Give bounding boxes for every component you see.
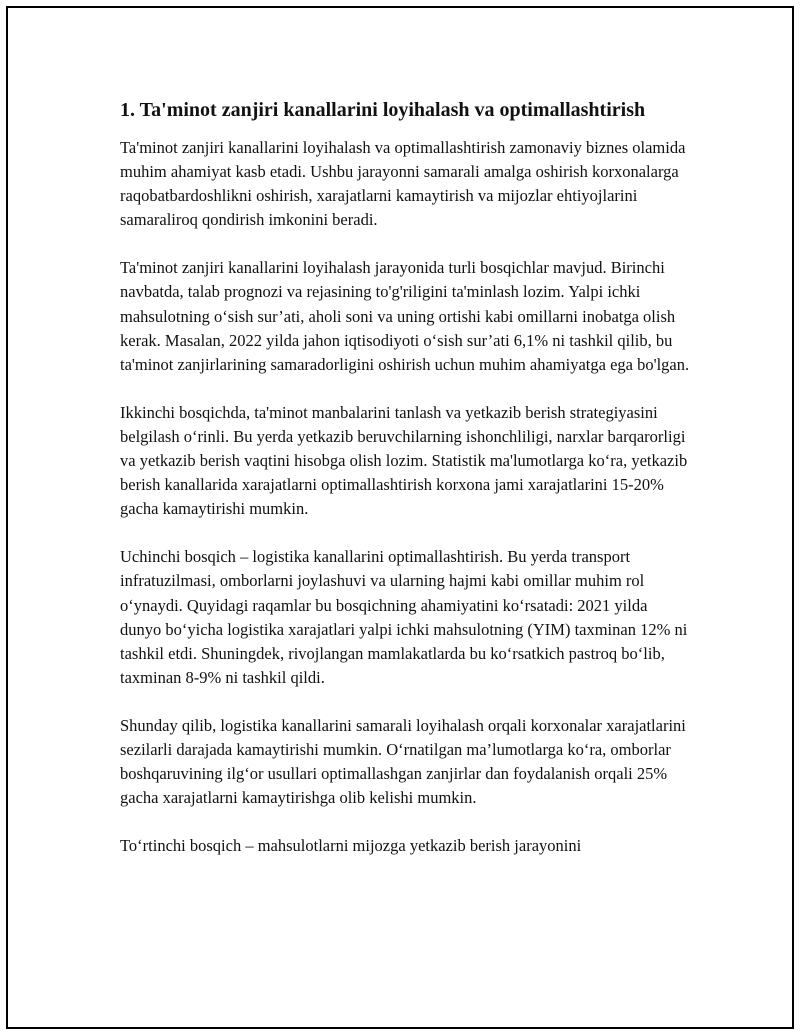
paragraph-intro: Ta'minot zanjiri kanallarini loyihalash va optimallashtirish zamonaviy biznes olamida muhim ahamiyat kasb etadi. Ushbu jarayonni samarali amalga oshirish korxonalarga raqobatbardoshlikni oshirish, xarajatlarni kamaytirish va mijozlar ehtiyojlarini samaraliroq qondirish imkonini beradi. [120,138,686,230]
document-content [120,98,692,882]
document-page [6,6,794,1029]
section-title: 1. Ta'minot zanjiri kanallarini loyihalash va optimallashtirish [120,99,646,121]
paragraph-conclusion: Shunday qilib, logistika kanallarini samarali loyihalash orqali korxonalar xarajatlarini sezilarli darajada kamaytirishi mumkin. O‘rnatilgan ma’lumotlarga ko‘ra, omborlar boshqaruvining ilg‘or usullari optimallashgan zanjirlar dan foydalanish orqali 25% gacha xarajatlarni kamaytirishga olib kelishi mumkin. [120,715,686,808]
paragraph-fourth-stage: To‘rtinchi bosqich – mahsulotlarni mijozga yetkazib berish jarayonini [120,836,582,856]
paragraph-stages: Ta'minot zanjiri kanallarini loyihalash jarayonida turli bosqichlar mavjud. Birinchi navbatda, talab prognozi va rejasining to'g'riligini ta'minlash lozim. Yalpi ichki mahsulotning o‘sish sur’ati, aholi soni va uning ortishi kabi omillarni inobatga olish kerak. Masalan, 2022 yilda jahon iqtisodiyoti o‘sish sur’ati 6,1% ni tashkil qilib, bu ta'minot zanjirlarining samaradorligini oshirish uchun muhim ahamiyatga ega bo'lgan. [120,258,690,374]
paragraph-third-stage: Uchinchi bosqich – logistika kanallarini optimallashtirish. Bu yerda transport infratuzilmasi, omborlarni joylashuvi va ularning hajmi kabi omillar muhim rol o‘ynaydi. Quyidagi raqamlar bu bosqichning ahamiyatini ko‘rsatadi: 2021 yilda dunyo bo‘yicha logistika xarajatlari yalpi ichki mahsulotning (YIM) taxminan 12% ni tashkil etdi. Shuningdek, rivojlangan mamlakatlarda bu ko‘rsatkich pastroq bo‘lib, taxminan 8-9% ni tashkil qildi. [120,547,688,687]
paragraph-second-stage: Ikkinchi bosqichda, ta'minot manbalarini tanlash va yetkazib berish strategiyasini belgilash o‘rinli. Bu yerda yetkazib beruvchilarning ishonchliligi, narxlar barqarorligi va yetkazib berish vaqtini hisobga olish lozim. Statistik ma'lumotlarga ko‘ra, yetkazib berish kanallarida xarajatlarni optimallashtirish korxona jami xarajatlarini 15-20% gacha kamaytirishi mumkin. [120,402,688,519]
